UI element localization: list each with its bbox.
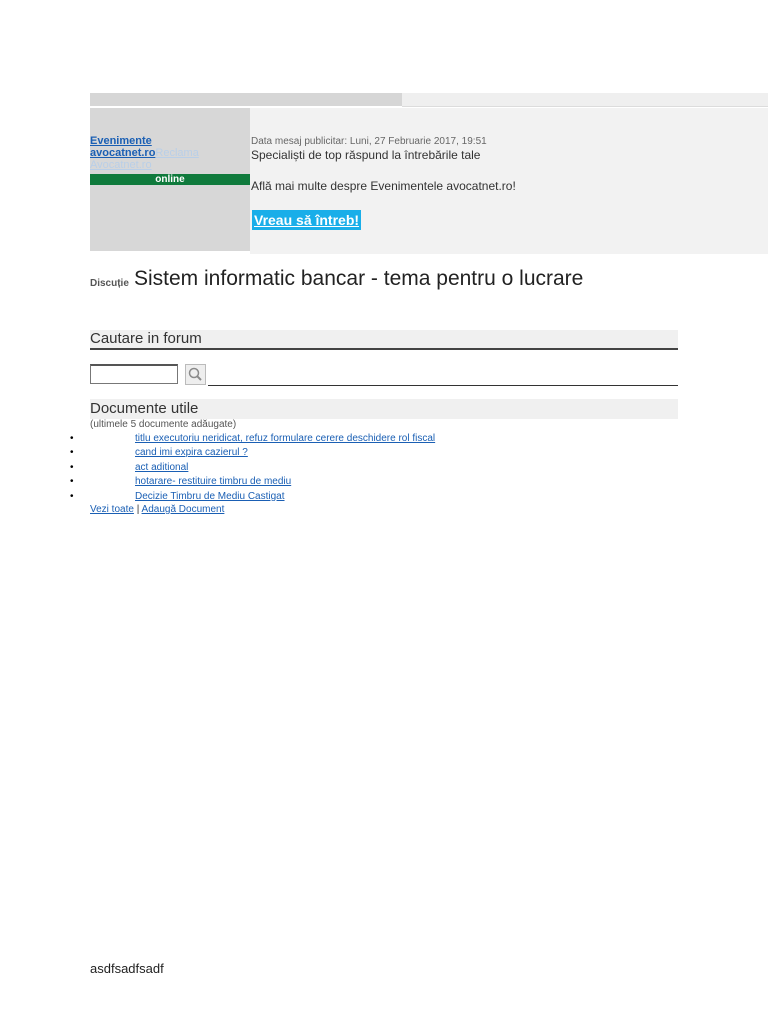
page-title: Sistem informatic bancar - tema pentru o lucrare [134,267,584,290]
bullet-icon: • [70,490,74,502]
bullet-icon: • [70,447,74,459]
search-button[interactable] [185,364,206,385]
online-status-badge: online [90,174,250,185]
topic-label: Discuție [90,278,129,289]
ad-link-part1: Reclama [155,147,199,159]
bullet-icon: • [70,433,74,444]
author-name-link[interactable]: Evenimente avocatnet.ro [90,135,156,159]
document-link[interactable]: cand imi expira cazierul ? [135,447,248,459]
bullet-icon: • [70,461,74,473]
add-document-link[interactable]: Adaugă Document [141,504,225,515]
document-link[interactable]: Decizie Timbru de Mediu Castigat [135,490,285,502]
ask-question-button[interactable]: Vreau să întreb! [254,212,360,228]
search-icon [186,365,205,384]
see-all-link[interactable]: Vezi toate [90,504,134,515]
post-info: Află mai multe despre Evenimentele avocatnet.ro! [251,179,516,193]
footer-text: asdfsadfsadf [90,961,164,976]
top-bar-divider [402,106,768,107]
documents-actions [90,504,224,515]
document-link[interactable]: hotarare- restituire timbru de mediu [135,476,292,488]
top-bar-left [90,93,402,106]
author-info [90,135,250,171]
search-divider [208,385,678,386]
bullet-icon: • [70,476,74,488]
link-separator: | [136,504,140,515]
documents-heading: Documente utile [90,399,678,419]
search-section-heading: Cautare in forum [90,330,678,350]
document-link[interactable]: titlu executoriu neridicat, refuz formulare cerere deschidere rol fiscal [135,433,436,444]
top-bar-right [402,93,768,106]
post-tagline: Specialiști de top răspund la întrebările tale [251,148,481,162]
search-input[interactable] [90,364,178,384]
document-link[interactable]: act aditional [135,461,189,473]
ad-link-part2: Avocatnet.ro [90,159,152,171]
documents-subtitle: (ultimele 5 documente adăugate) [90,419,237,430]
post-date: Data mesaj publicitar: Luni, 27 Februarie 2017, 19:51 [251,136,487,147]
